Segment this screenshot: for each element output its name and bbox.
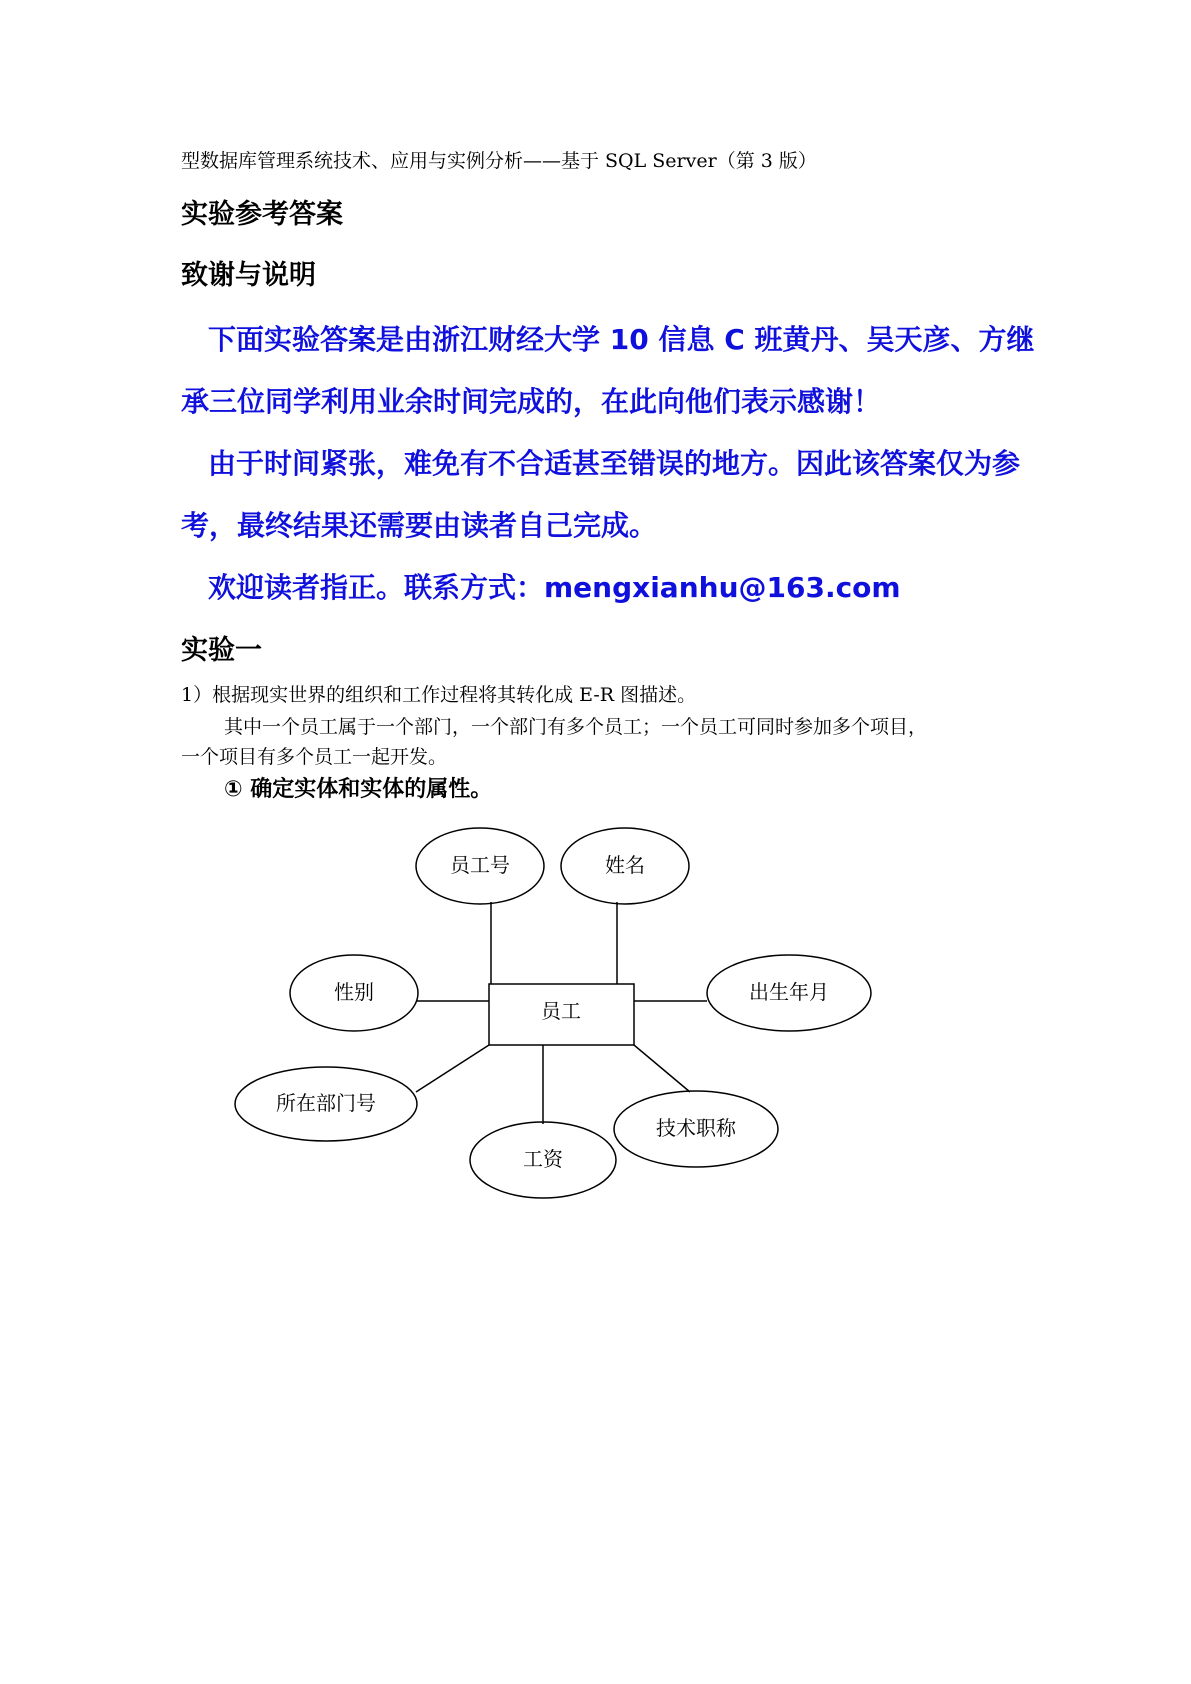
attr-gender-ellipse [290, 955, 418, 1031]
step-heading: ① 确定实体和实体的属性。 [224, 777, 493, 802]
notice-line-4: 考，最终结果还需要由读者自己完成。 [181, 509, 658, 542]
attr-dept-no-label: 所在部门号 [276, 1091, 376, 1115]
attr-birth-ellipse [707, 955, 871, 1031]
attr-title-ellipse [614, 1091, 778, 1167]
attr-birth-label: 出生年月 [749, 980, 829, 1004]
attr-dept-no-ellipse [235, 1067, 417, 1141]
notice-line-3: 由于时间紧张，难免有不合适甚至错误的地方。因此该答案仅为参 [208, 447, 1021, 480]
notice-contact: 欢迎读者指正。联系方式：mengxianhu@163.com [208, 571, 901, 604]
entity-employee-label: 员工 [541, 999, 581, 1023]
notice-line-2: 承三位同学利用业余时间完成的，在此向他们表示感谢！ [181, 385, 882, 418]
task-text: 1）根据现实世界的组织和工作过程将其转化成 E-R 图描述。 [181, 684, 697, 706]
attr-title-label: 技术职称 [656, 1116, 736, 1140]
heading-thanks: 致谢与说明 [181, 260, 316, 291]
heading-experiment-1: 实验一 [181, 635, 262, 666]
attr-gender-label: 性别 [334, 980, 374, 1004]
link-title [634, 1045, 690, 1092]
notice-line-1: 下面实验答案是由浙江财经大学 10 信息 C 班黄丹、吴天彦、方继 [208, 323, 1035, 356]
description-line-1: 其中一个员工属于一个部门，一个部门有多个员工；一个员工可同时参加多个项目， [224, 716, 928, 738]
attr-name-ellipse [561, 828, 689, 904]
attr-emp-no-label: 员工号 [450, 853, 510, 877]
attr-salary-ellipse [470, 1122, 616, 1198]
link-dept-no [416, 1045, 489, 1092]
description-line-2: 一个项目有多个员工一起开发。 [181, 746, 448, 768]
book-title: 型数据库管理系统技术、应用与实例分析——基于 SQL Server（第 3 版） [181, 150, 817, 172]
attr-salary-label: 工资 [523, 1147, 563, 1171]
heading-answers: 实验参考答案 [181, 199, 343, 230]
attr-emp-no-ellipse [416, 828, 544, 904]
entity-employee-box [489, 984, 634, 1045]
attr-name-label: 姓名 [605, 853, 645, 877]
